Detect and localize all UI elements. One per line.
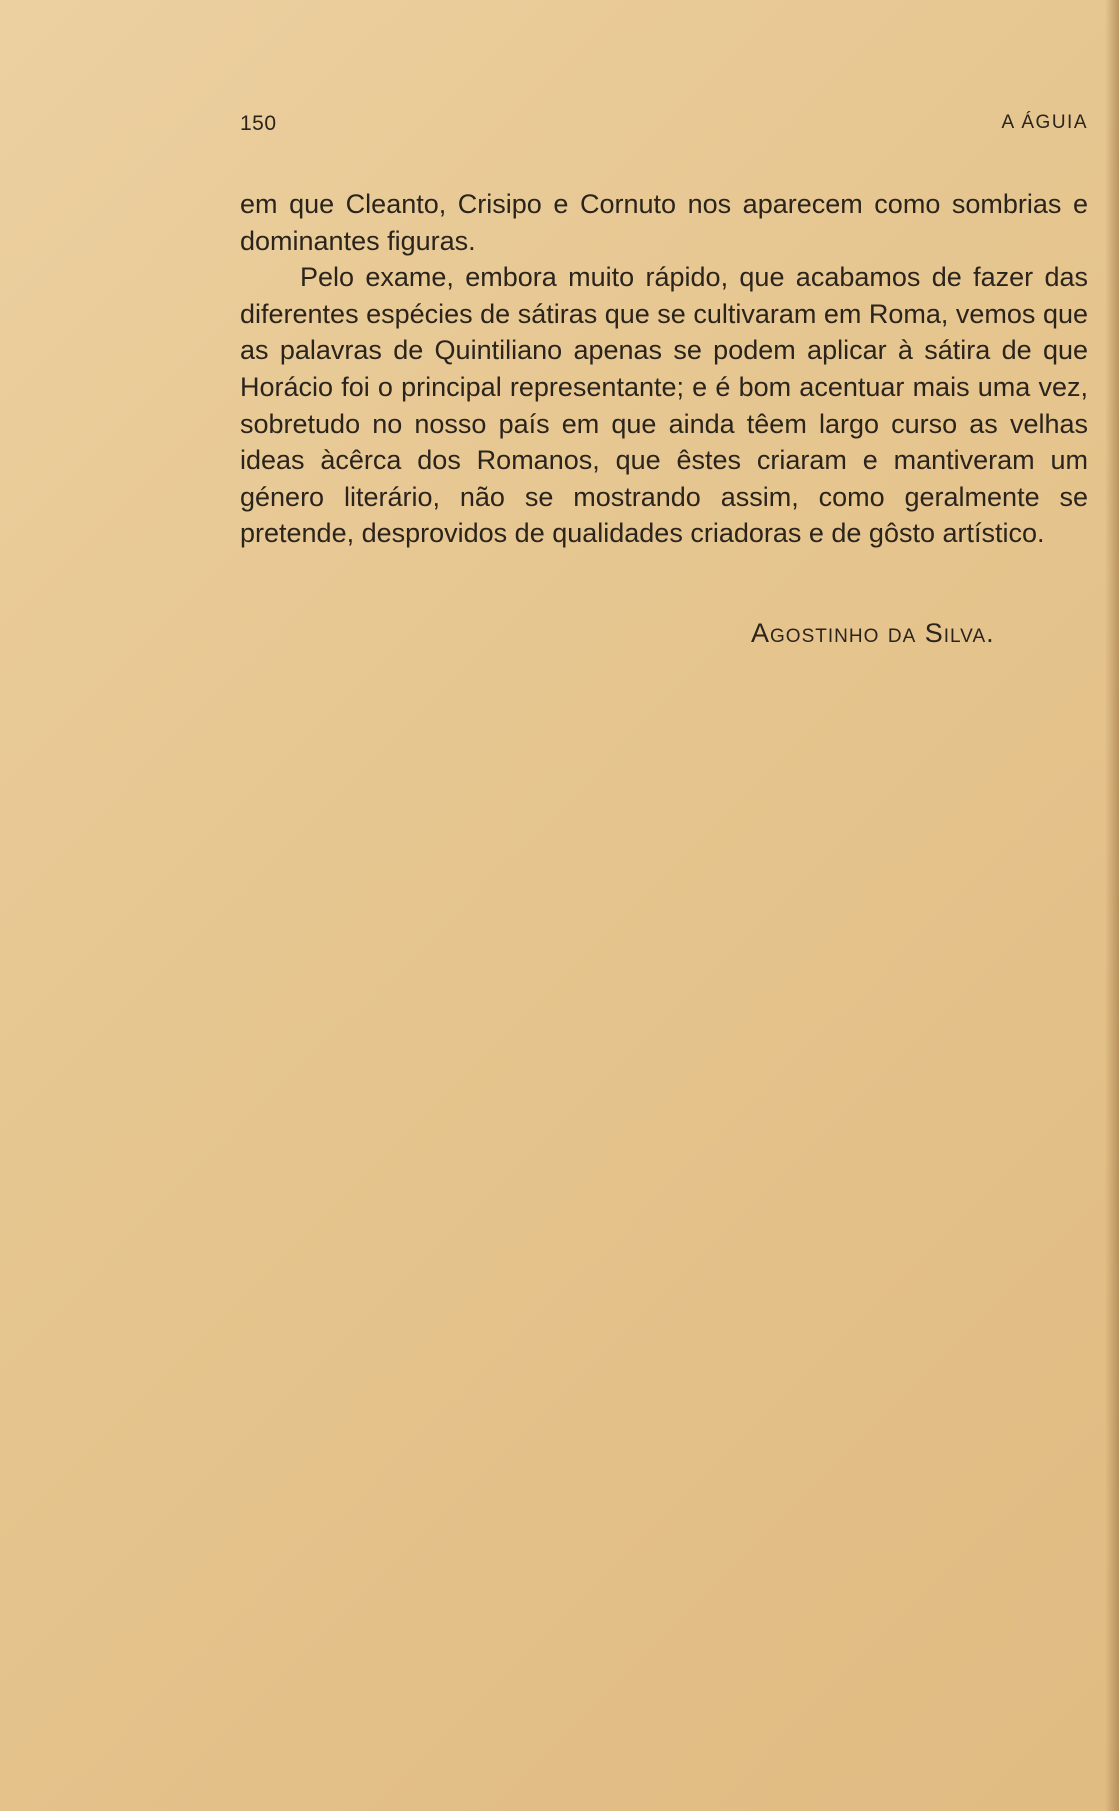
page-number: 150 [240, 112, 277, 135]
page-header [240, 112, 1088, 142]
author-signature: Agostinho da Silva. [751, 618, 995, 648]
paragraph-continuation: em que Cleanto, Crisipo e Cornuto nos aparecem como sombrias e dominantes figuras. [240, 189, 1088, 256]
paragraph: Pelo exame, embora muito rápido, que acabamos de fazer das diferentes espécies de sátiras que se cultivaram em Roma, vemos que as palavras de Quintiliano apenas se podem aplicar à sátira de que Horácio foi o principal representante; e é bom acentuar mais uma vez, sobretudo no nosso país em que ainda têem largo curso as velhas ideas àcêrca dos Romanos, que êstes criaram e mantiveram um género literário, não se mostrando assim, como geralmente se pretende, desprovidos de qualidades criadoras e de gôsto artístico. [240, 262, 1088, 549]
page-edge-shadow [1105, 0, 1119, 1811]
body-text [240, 186, 1088, 552]
running-title: A ÁGUIA [1001, 112, 1088, 133]
